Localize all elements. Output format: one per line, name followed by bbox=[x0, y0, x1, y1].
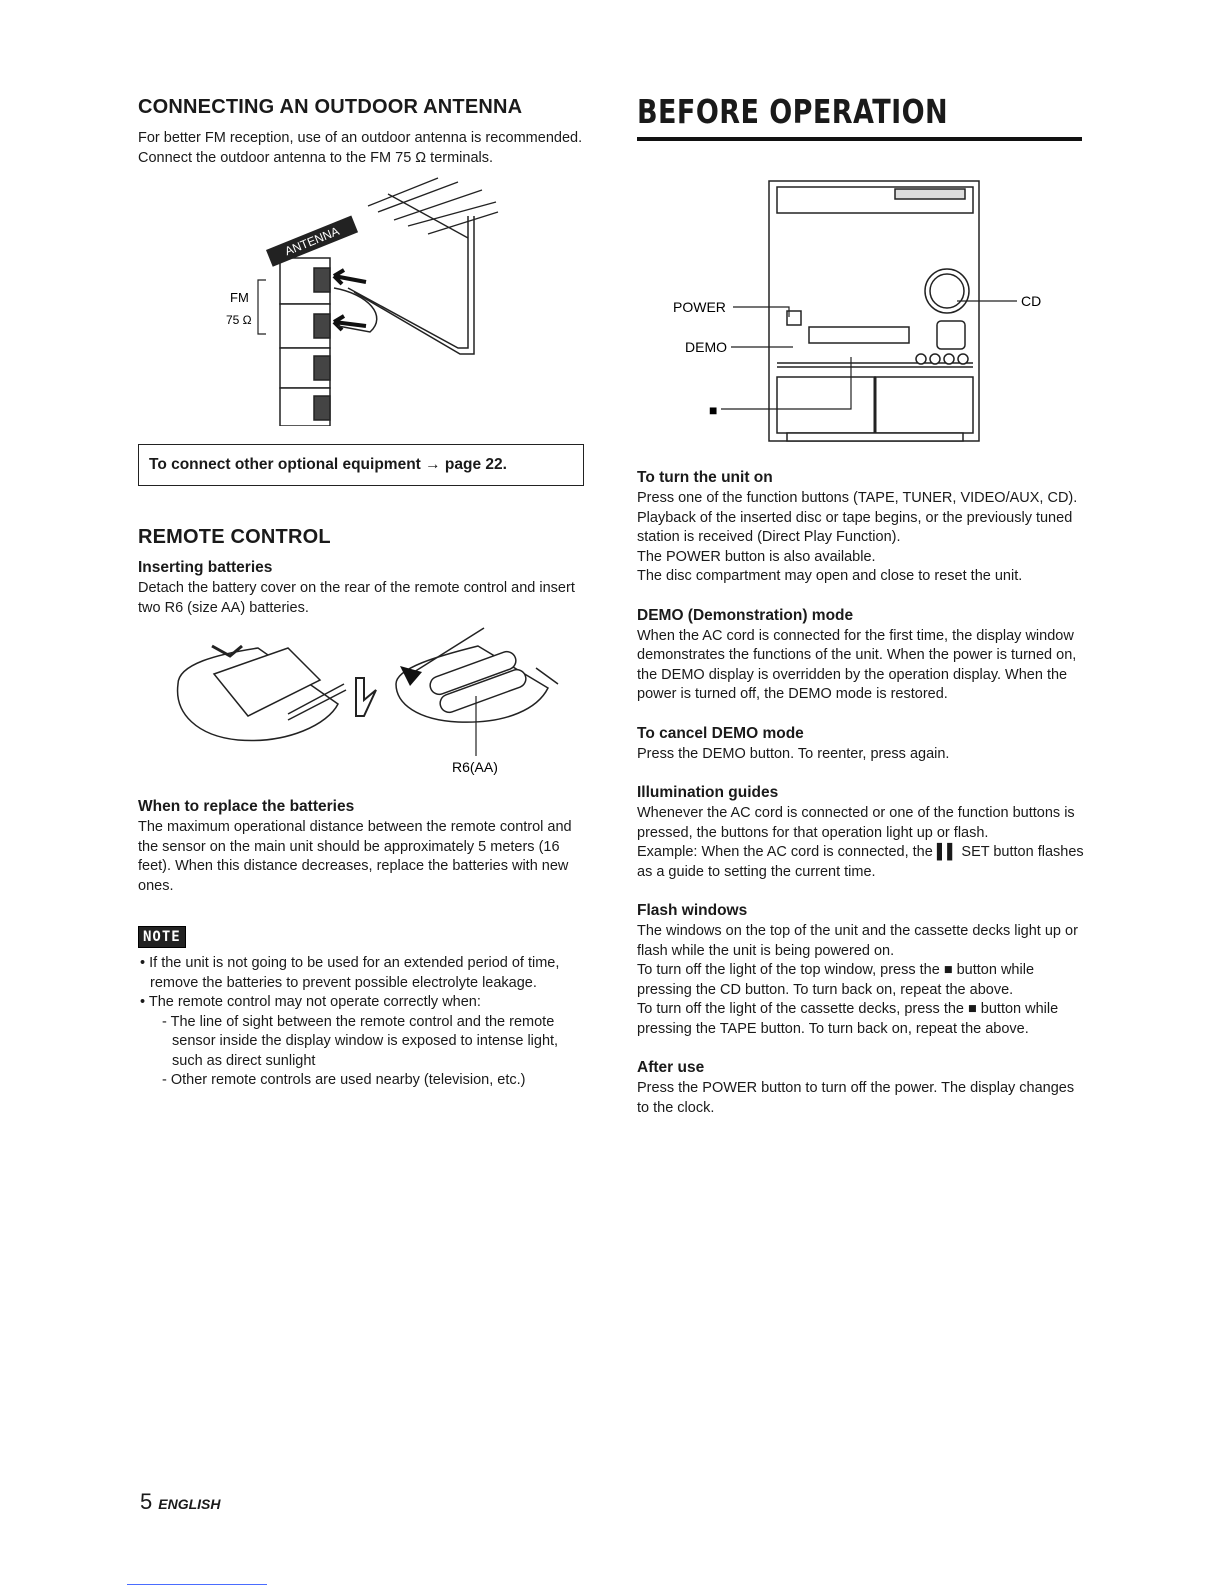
note-item-2 bbox=[138, 993, 584, 1091]
section-paragraph: To turn off the light of the cassette decks, press the ■ button while pressing the TAPE button. To turn back on, repeat the above. bbox=[637, 1001, 1059, 1037]
antenna-illustration bbox=[138, 176, 584, 426]
fm-label: FM bbox=[230, 290, 249, 305]
demo-label: DEMO bbox=[685, 339, 727, 355]
page-footer bbox=[140, 1489, 220, 1515]
section-paragraph: The POWER button is also available. bbox=[637, 548, 876, 565]
remote-rear-drawing bbox=[178, 648, 346, 741]
section-demo-mode bbox=[637, 607, 1085, 705]
section-paragraph: Press the DEMO button. To reenter, press again. bbox=[637, 745, 950, 762]
note-badge: NOTE bbox=[138, 926, 186, 948]
section-after-use bbox=[637, 1059, 1085, 1118]
cd-label: CD bbox=[1021, 293, 1042, 309]
inserting-batteries-heading: Inserting batteries bbox=[138, 559, 273, 576]
section-cancel-demo bbox=[637, 725, 1085, 765]
section-turn-on bbox=[637, 469, 1085, 587]
note-subitem-2: - Other remote controls are used nearby (television, etc.) bbox=[162, 1072, 526, 1088]
stereo-unit bbox=[769, 181, 979, 441]
page-title: BEFORE OPERATION bbox=[637, 92, 949, 131]
section-paragraph: Press the POWER button to turn off the power. The display changes to the clock. bbox=[637, 1080, 1075, 1116]
note-subitem-1: - The line of sight between the remote control and the remote sensor inside the display window is exposed to intense light, such as direct sunlight bbox=[162, 1013, 559, 1069]
remote-control-heading: REMOTE CONTROL bbox=[138, 526, 331, 548]
unit-front-illustration bbox=[637, 171, 1085, 461]
terminal-block bbox=[280, 258, 330, 426]
left-column bbox=[138, 96, 584, 1091]
section-paragraph: When the AC cord is connected for the first time, the display window demonstrates the functions of the unit. When the power is turned on, the DEMO display is overridden by the operation display. When the power is turned off, the DEMO mode is restored. bbox=[637, 627, 1077, 702]
replace-batteries-heading: When to replace the batteries bbox=[138, 798, 355, 815]
section-heading: To cancel DEMO mode bbox=[637, 724, 804, 742]
battery-size-label: R6(AA) bbox=[452, 759, 498, 775]
power-label: POWER bbox=[673, 299, 726, 315]
section-paragraph: The windows on the top of the unit and the cassette decks light up or flash while the unit is being powered on. bbox=[637, 923, 1078, 959]
language-label: ENGLISH bbox=[158, 1496, 221, 1512]
antenna-heading: CONNECTING AN OUTDOOR ANTENNA bbox=[138, 96, 523, 118]
section-heading: After use bbox=[637, 1059, 705, 1076]
stop-label: ■ bbox=[709, 402, 718, 418]
ohm-label: 75 Ω bbox=[226, 313, 252, 327]
section-paragraph: Press one of the function buttons (TAPE, TUNER, VIDEO/AUX, CD). bbox=[637, 490, 1078, 506]
section-illumination bbox=[637, 784, 1085, 882]
right-column bbox=[637, 92, 1085, 1118]
section-paragraph: To turn off the light of the top window, press the ■ button while pressing the CD button. To turn back on, repeat the above. bbox=[637, 962, 1035, 998]
section-paragraph: Example: When the AC cord is connected, the ▌▌ SET button flashes as a guide to setting the current time. bbox=[637, 844, 1084, 880]
instruction-sections bbox=[637, 469, 1085, 1118]
section-heading: To turn the unit on bbox=[637, 469, 773, 486]
battery-illustration bbox=[138, 624, 584, 794]
section-paragraph: The disc compartment may open and close to reset the unit. bbox=[637, 568, 1023, 584]
antenna-paragraph-1: For better FM reception, use of an outdoor antenna is recommended. bbox=[138, 130, 583, 146]
inserting-batteries-text: Detach the battery cover on the rear of the remote control and insert two R6 (size AA) batteries. bbox=[138, 580, 575, 616]
note-item-2-text: • The remote control may not operate correctly when: bbox=[140, 994, 481, 1010]
remote-open-drawing bbox=[396, 628, 558, 722]
replace-batteries-text: The maximum operational distance between the remote control and the sensor on the main unit should be approximately 5 meters (16 feet). When this distance decreases, replace the batteries with new ones. bbox=[138, 819, 572, 894]
antenna-paragraph-2: Connect the outdoor antenna to the FM 75 Ω terminals. bbox=[138, 149, 494, 166]
section-paragraph: Whenever the AC cord is connected or one of the function buttons is pressed, the buttons for that operation light up or flash. bbox=[637, 805, 1075, 841]
note-section bbox=[138, 926, 584, 1091]
section-heading: Flash windows bbox=[637, 902, 748, 919]
section-heading: DEMO (Demonstration) mode bbox=[637, 606, 854, 624]
antenna-label-text: ANTENNA bbox=[282, 223, 342, 259]
section-paragraph: Playback of the inserted disc or tape begins, or the previously tuned station is received (Direct Play Function). bbox=[637, 509, 1073, 545]
next-step-arrow bbox=[356, 678, 376, 716]
page-number: 5 bbox=[140, 1489, 153, 1514]
section-flash-windows bbox=[637, 902, 1085, 1039]
antenna-mast bbox=[368, 178, 498, 238]
title-rule bbox=[637, 137, 1082, 141]
note-item-1: • If the unit is not going to be used for an extended period of time, remove the batteries to prevent possible electrolyte leakage. bbox=[140, 955, 560, 991]
section-heading: Illumination guides bbox=[637, 784, 779, 801]
optional-equipment-reference: To connect other optional equipment → page 22. bbox=[138, 444, 584, 486]
